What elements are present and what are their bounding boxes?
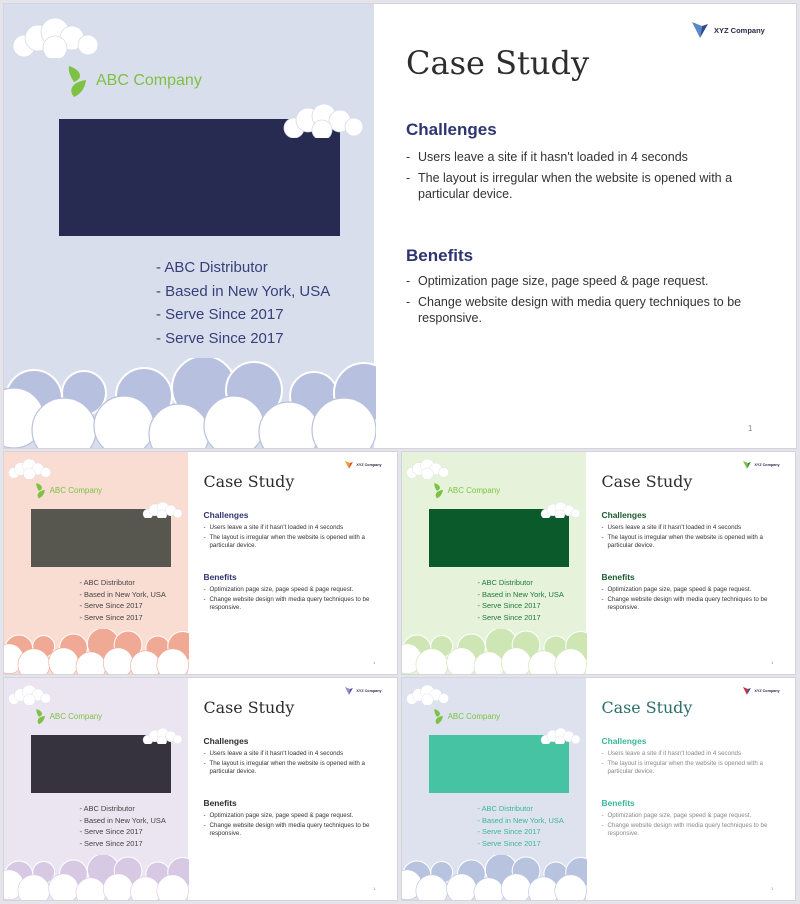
page-number: 1	[373, 660, 376, 666]
xyz-company-name: XYZ Company	[356, 688, 382, 693]
xyz-company-logo	[742, 460, 779, 470]
xyz-logo-icon	[690, 20, 710, 40]
benefit-item: - Optimization page size, page speed & page request.	[204, 586, 373, 594]
benefits-heading: Benefits	[203, 572, 237, 583]
company-facts-list	[79, 803, 165, 850]
company-fact-item: - ABC Distributor	[156, 259, 268, 276]
company-fact-item: - Serve Since 2017	[477, 601, 541, 611]
company-logo	[66, 64, 202, 98]
company-fact-item: - Serve Since 2017	[79, 613, 143, 623]
xyz-company-name: XYZ Company	[754, 688, 780, 693]
slide-thumbnail[interactable]	[4, 678, 397, 900]
challenge-item: - Users leave a site if it hasn't loaded in 4 seconds	[602, 524, 766, 532]
company-fact-item: - Serve Since 2017	[477, 613, 541, 623]
company-fact-item: - ABC Distributor	[477, 804, 533, 814]
challenge-item: - The layout is irregular when the website is opened with a particular device.	[602, 534, 766, 550]
benefit-item: - Change website design with media query techniques to be responsive.	[406, 294, 746, 327]
company-facts-list	[477, 577, 563, 624]
challenges-heading: Challenges	[203, 509, 249, 520]
challenge-item: - Users leave a site if it hasn't loaded in 4 seconds	[204, 524, 368, 532]
company-name: ABC Company	[49, 711, 103, 721]
challenge-item: - The layout is irregular when the website is opened with a particular device.	[204, 534, 368, 550]
benefit-item: - Optimization page size, page speed & page request.	[602, 812, 771, 820]
company-logo	[433, 708, 500, 725]
top-cloud-decoration	[7, 459, 54, 479]
benefits-heading: Benefits	[406, 246, 474, 265]
xyz-company-logo	[690, 20, 765, 40]
challenges-list	[602, 524, 766, 553]
leaf-icon	[35, 482, 46, 499]
leaf-icon	[35, 708, 46, 725]
company-logo	[433, 482, 500, 499]
challenge-item: - The layout is irregular when the website is opened with a particular device.	[406, 170, 736, 203]
xyz-company-name: XYZ Company	[714, 25, 765, 35]
top-cloud-decoration	[405, 685, 452, 705]
slide-thumbnail[interactable]	[402, 678, 795, 900]
challenges-heading: Challenges	[203, 735, 249, 746]
benefit-item: - Change website design with media query techniques to be responsive.	[204, 596, 373, 612]
company-fact-item: - Serve Since 2017	[156, 329, 284, 347]
benefits-list	[204, 586, 373, 615]
challenge-item: - Users leave a site if it hasn't loaded in 4 seconds	[602, 750, 766, 758]
media-cloud-decoration	[540, 728, 582, 745]
xyz-logo-icon	[742, 686, 752, 696]
company-fact-item: - Based in New York, USA	[79, 589, 166, 599]
xyz-logo-icon	[344, 460, 354, 470]
company-fact-item: - Serve Since 2017	[477, 827, 541, 837]
company-name: ABC Company	[49, 485, 103, 495]
benefits-list	[602, 812, 771, 841]
xyz-company-name: XYZ Company	[356, 462, 382, 467]
company-fact-item: - ABC Distributor	[79, 804, 135, 814]
challenges-list	[204, 750, 368, 779]
benefits-heading: Benefits	[601, 798, 635, 809]
benefit-item: - Change website design with media query techniques to be responsive.	[204, 822, 373, 838]
company-fact-item: - Serve Since 2017	[79, 839, 143, 849]
page-number: 1	[771, 886, 774, 892]
page-number: 1	[771, 660, 774, 666]
benefit-item: - Optimization page size, page speed & page request.	[406, 273, 746, 290]
company-fact-item: - Based in New York, USA	[477, 815, 564, 825]
slide-title: Case Study	[601, 697, 693, 717]
xyz-company-logo	[344, 686, 381, 696]
slide-title: Case Study	[203, 697, 295, 717]
leaf-icon	[433, 708, 444, 725]
company-fact-item: - Serve Since 2017	[156, 306, 284, 323]
slide-title: Case Study	[601, 471, 693, 491]
challenge-item: - The layout is irregular when the website is opened with a particular device.	[602, 760, 766, 776]
challenge-item: - The layout is irregular when the website is opened with a particular device.	[204, 760, 368, 776]
benefit-item: - Optimization page size, page speed & page request.	[602, 586, 771, 594]
xyz-company-logo	[344, 460, 381, 470]
top-cloud-decoration	[10, 18, 105, 58]
company-fact-item: - Based in New York, USA	[79, 815, 166, 825]
media-cloud-decoration	[142, 502, 184, 519]
slide-title: Case Study	[203, 471, 295, 491]
challenges-list	[204, 524, 368, 553]
xyz-company-name: XYZ Company	[754, 462, 780, 467]
company-name: ABC Company	[447, 485, 501, 495]
challenge-item: - Users leave a site if it hasn't loaded in 4 seconds	[204, 750, 368, 758]
leaf-icon	[433, 482, 444, 499]
benefit-item: - Change website design with media query techniques to be responsive.	[602, 822, 771, 838]
company-facts-list	[156, 256, 330, 350]
benefits-heading: Benefits	[203, 798, 237, 809]
challenges-heading: Challenges	[601, 509, 647, 520]
slide-thumbnail[interactable]	[4, 452, 397, 674]
company-fact-item: - Serve Since 2017	[79, 827, 143, 837]
xyz-company-logo	[742, 686, 779, 696]
benefits-heading: Benefits	[601, 572, 635, 583]
challenges-list	[602, 750, 766, 779]
page-number: 1	[373, 886, 376, 892]
xyz-logo-icon	[742, 460, 752, 470]
benefits-list	[204, 812, 373, 841]
company-fact-item: - Based in New York, USA	[156, 282, 331, 300]
company-fact-item: - ABC Distributor	[79, 578, 135, 588]
company-facts-list	[477, 803, 563, 850]
benefits-list	[406, 273, 746, 331]
slide-thumbnail[interactable]	[402, 452, 795, 674]
benefit-item: - Optimization page size, page speed & page request.	[204, 812, 373, 820]
media-cloud-decoration	[142, 728, 184, 745]
company-logo	[35, 708, 102, 725]
company-name: ABC Company	[96, 72, 202, 89]
company-facts-list	[79, 577, 165, 624]
company-name: ABC Company	[447, 711, 501, 721]
top-cloud-decoration	[7, 685, 54, 705]
company-fact-item: - Serve Since 2017	[477, 839, 541, 849]
company-fact-item: - Based in New York, USA	[477, 589, 564, 599]
company-logo	[35, 482, 102, 499]
xyz-logo-icon	[344, 686, 354, 696]
benefits-list	[602, 586, 771, 615]
company-fact-item: - Serve Since 2017	[79, 601, 143, 611]
challenges-list	[406, 149, 736, 207]
challenges-heading: Challenges	[601, 735, 647, 746]
slide-thumbnail[interactable]	[4, 4, 796, 448]
challenges-heading: Challenges	[406, 120, 497, 139]
page-number: 1	[748, 424, 753, 433]
leaf-icon	[66, 64, 88, 98]
slide-title: Case Study	[406, 44, 590, 82]
challenge-item: - Users leave a site if it hasn't loaded in 4 seconds	[406, 149, 736, 166]
media-cloud-decoration	[282, 104, 367, 138]
top-cloud-decoration	[405, 459, 452, 479]
benefit-item: - Change website design with media query techniques to be responsive.	[602, 596, 771, 612]
media-cloud-decoration	[540, 502, 582, 519]
company-fact-item: - ABC Distributor	[477, 578, 533, 588]
